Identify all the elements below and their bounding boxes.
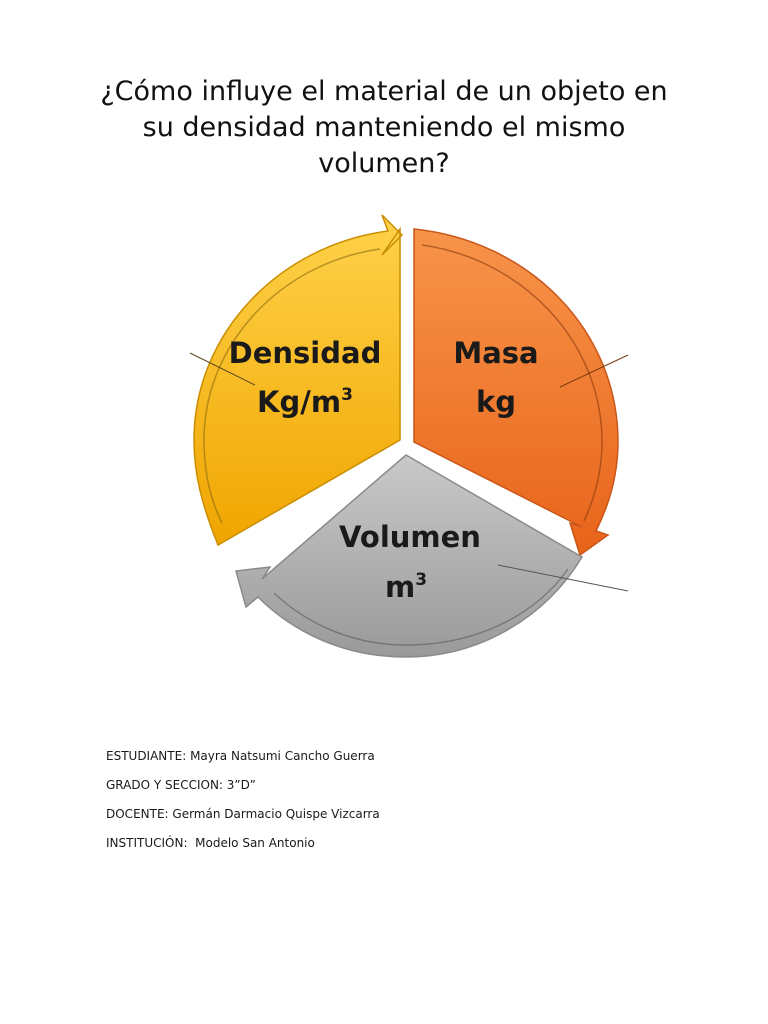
info-row-docente — [106, 804, 380, 833]
info-label: GRADO Y SECCION: — [106, 778, 223, 792]
info-value: Modelo San Antonio — [191, 836, 315, 850]
student-info-list — [106, 746, 380, 862]
info-row-estudiante — [106, 746, 380, 775]
segment-masa-label: Masa — [453, 336, 539, 370]
density-cycle-diagram — [150, 205, 640, 665]
document-title: ¿Cómo influye el material de un objeto en su densidad manteniendo el mismo volumen? — [100, 76, 668, 179]
info-value: 3”D” — [226, 778, 256, 792]
segment-volumen-unit: $m^3$ — [384, 570, 428, 604]
segment-densidad-unit: $Kg/m^3$ — [257, 385, 353, 419]
info-row-grado — [106, 775, 380, 804]
cycle-diagram-svg — [150, 205, 640, 665]
info-label: ESTUDIANTE: — [106, 749, 187, 763]
segment-masa-unit: kg — [475, 385, 517, 419]
segment-densidad-label: Densidad — [228, 336, 382, 370]
info-value: Germán Darmacio Quispe Vizcarra — [172, 807, 380, 821]
info-label: INSTITUCIÓN: — [106, 836, 188, 850]
info-row-institucion — [106, 833, 380, 862]
info-label: DOCENTE: — [106, 807, 169, 821]
segment-volumen-label: Volumen — [339, 520, 481, 554]
info-value: Mayra Natsumi Cancho Guerra — [190, 749, 375, 763]
